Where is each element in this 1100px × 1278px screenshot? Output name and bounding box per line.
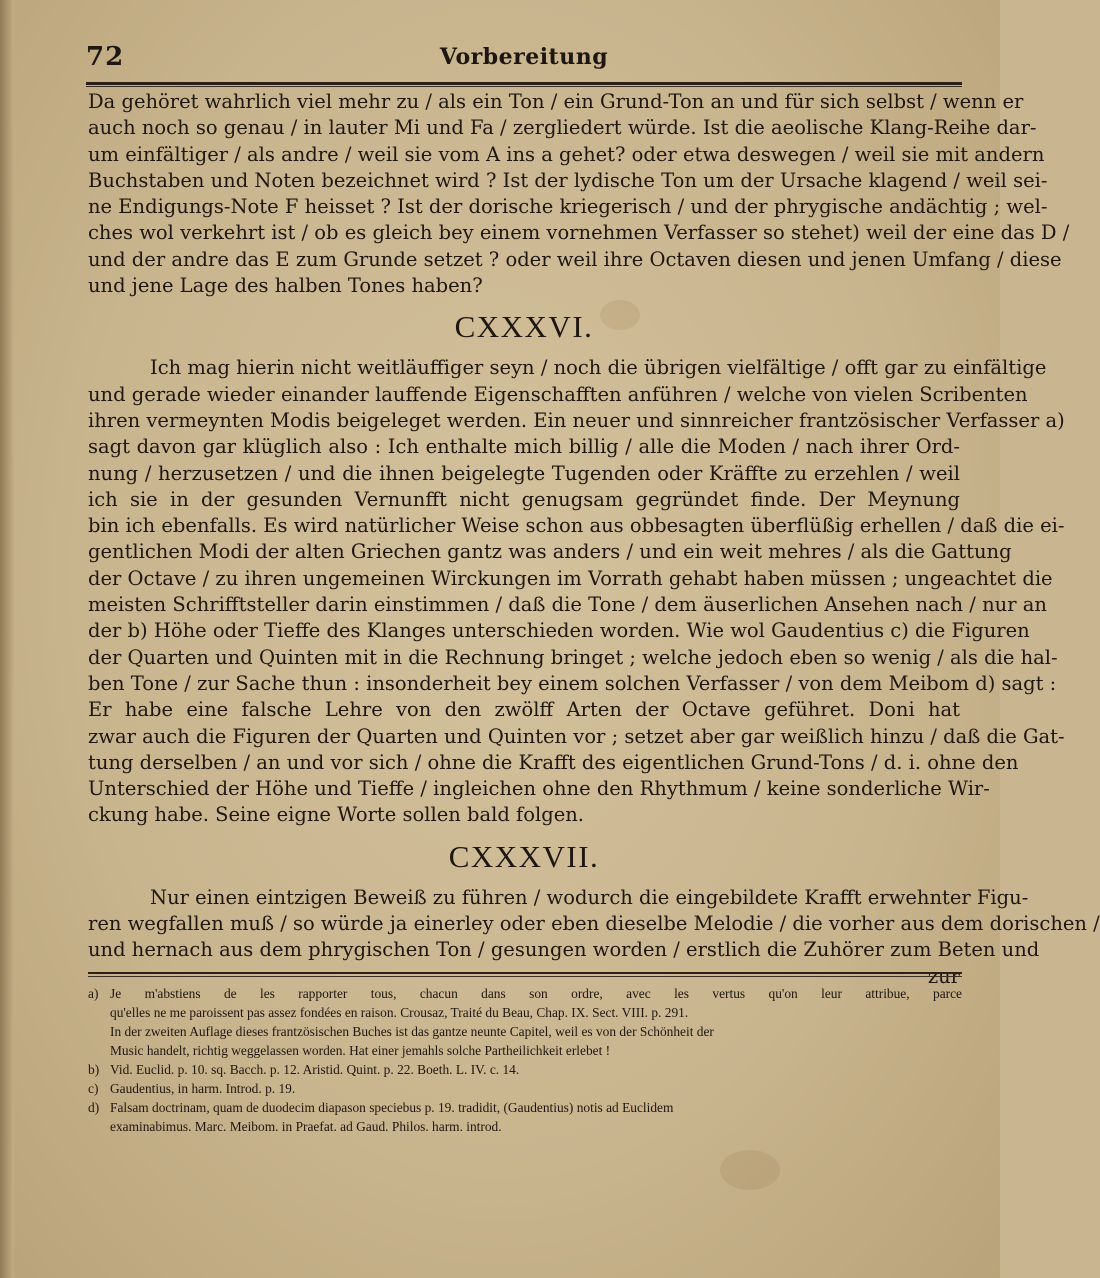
footnote-text: Je m'abstiens de les rapporter tous, chacun dans son ordre, avec les vertus qu'on leur attribue, parce xyxy=(110,986,962,1001)
footnote-text: Vid. Euclid. p. 10. sq. Bacch. p. 12. Aristid. Quint. p. 22. Boeth. L. IV. c. 14. xyxy=(110,1062,520,1077)
text-line: auch noch so genau / in lauter Mi und Fa / zergliedert würde. Ist die aeolische Klang-Reihe dar- xyxy=(88,116,1037,140)
footnote-d xyxy=(88,1098,962,1136)
footnote-line xyxy=(88,984,962,1003)
footnote-rule xyxy=(88,972,962,974)
footnote-line: In der zweiten Auflage dieses frantzösischen Buches ist das gantze neunte Capitel, weil es von der Schönheit der xyxy=(110,1024,714,1039)
footnote-line: qu'elles ne me paroissent pas assez fondées en raison. Crousaz, Traité du Beau, Chap. IX. Sect. VIII. p. 291. xyxy=(110,1005,689,1020)
text-line: ches wol verkehrt ist / ob es gleich bey einem vornehmen Verfasser so stehet) weil der eine das D / xyxy=(88,221,1070,245)
text-line: nung / herzusetzen / und die ihnen beigelegte Tugenden oder Kräffte zu erzehlen / weil xyxy=(88,461,960,485)
text-line: und gerade wieder einander lauffende Eigenschafften anführen / welche von vielen Scribenten xyxy=(88,382,1028,406)
text-line: ckung habe. Seine eigne Worte sollen bald folgen. xyxy=(88,803,585,827)
text-line: und der andre das E zum Grunde setzet ? oder weil ihre Octaven diesen und jenen Umfang / diese xyxy=(88,247,1062,271)
footnote-marker: b) xyxy=(88,1062,100,1077)
page-header xyxy=(86,42,962,74)
text-line: ihren vermeynten Modis beigeleget werden. Ein neuer und sinnreicher frantzösischer Verfasser a) xyxy=(88,408,1065,432)
text-line: der Octave / zu ihren ungemeinen Wirckungen im Vorrath gehabt haben müssen ; ungeachtet die xyxy=(88,566,1053,590)
text-line: der b) Höhe oder Tieffe des Klanges unterschieden worden. Wie wol Gaudentius c) die Figuren xyxy=(88,619,1030,643)
footnote-line xyxy=(88,1060,962,1079)
text-line: ren wegfallen muß / so würde ja einerley oder eben dieselbe Melodie / die vorher aus dem dorischen / xyxy=(88,912,1100,936)
text-line: gentlichen Modi der alten Griechen gantz was anders / und ein weit mehres / als die Gattung xyxy=(88,540,1012,564)
footnote-c xyxy=(88,1079,962,1098)
text-line: und hernach aus dem phrygischen Ton / gesungen worden / erstlich die Zuhörer zum Beten und xyxy=(88,938,1040,962)
text-line: Buchstaben und Noten bezeichnet wird ? Ist der lydische Ton um der Ursache klagend / weil sei- xyxy=(88,168,1048,192)
text-line: Ich mag hierin nicht weitläuffiger seyn / noch die übrigen vielfältige / offt gar zu einfältige xyxy=(150,356,1047,380)
footnote-line: Music handelt, richtig weggelassen worden. Hat einer jemahls solche Partheilichkeit erlebet ! xyxy=(110,1043,611,1058)
section-heading: CXXXVI. xyxy=(454,309,594,345)
header-rule xyxy=(86,82,962,85)
paragraph-3 xyxy=(88,885,1100,990)
footnote-marker: a) xyxy=(88,986,99,1001)
text-line: Er habe eine falsche Lehre von den zwölff Arten der Octave geführet. Doni hat xyxy=(88,698,960,722)
text-line: Nur einen eintzigen Beweiß zu führen / wodurch die eingebildete Krafft erwehnter Figu- xyxy=(150,885,1029,909)
text-line: ben Tone / zur Sache thun : insonderheit bey einem solchen Verfasser / von dem Meibom d) sagt : xyxy=(88,671,1057,695)
footnote-marker: d) xyxy=(88,1100,100,1115)
text-line: ne Endigungs-Note F heisset ? Ist der dorische kriegerisch / und der phrygische andächtig ; wel- xyxy=(88,195,1048,219)
text-line: ich sie in der gesunden Vernunfft nicht genugsam gegründet finde. Der Meynung xyxy=(88,487,960,511)
footnote-marker: c) xyxy=(88,1081,99,1096)
footnote-line xyxy=(88,1098,962,1117)
page-number: 72 xyxy=(86,42,125,72)
main-text xyxy=(88,89,1100,990)
footnote-text: Falsam doctrinam, quam de duodecim diapason speciebus p. 19. tradidit, (Gaudentius) notis ad Euclidem xyxy=(110,1100,674,1115)
footnote-text: Gaudentius, in harm. Introd. p. 19. xyxy=(110,1081,296,1096)
text-line: zwar auch die Figuren der Quarten und Quinten vor ; setzet aber gar weißlich hinzu / daß die Gat- xyxy=(88,724,1065,748)
footnote-a xyxy=(88,984,962,1060)
footnote-rule-thin xyxy=(88,976,962,977)
paragraph-1 xyxy=(88,89,1070,299)
section-heading: CXXXVII. xyxy=(448,838,600,874)
footnote-b xyxy=(88,1060,962,1079)
text-line: um einfältiger / als andre / weil sie vom A ins a gehet? oder etwa deswegen / weil sie mit andern xyxy=(88,142,1045,166)
text-line: Unterschied der Höhe und Tieffe / ingleichen ohne den Rhythmum / keine sonderliche Wir- xyxy=(88,777,990,801)
text-line: und jene Lage des halben Tones haben? xyxy=(88,274,483,298)
running-head: Vorbereitung xyxy=(439,44,609,70)
text-line: tung derselben / an und vor sich / ohne die Krafft des eigentlichen Grund-Tons / d. i. ohne den xyxy=(88,750,1019,774)
text-line: sagt davon gar klüglich also : Ich enthalte mich billig / alle die Moden / nach ihrer Ord- xyxy=(88,435,960,459)
footnotes xyxy=(88,984,962,1136)
footnote-line xyxy=(88,1079,962,1098)
header-rule-thin xyxy=(86,86,962,87)
text-line: Da gehöret wahrlich viel mehr zu / als ein Ton / ein Grund-Ton an und für sich selbst / wenn er xyxy=(88,90,1024,113)
paragraph-2 xyxy=(88,355,1065,828)
paper-stain xyxy=(720,1150,780,1190)
text-line: bin ich ebenfalls. Es wird natürlicher Weise schon aus obbesagten überflüßig erhellen / daß die ei- xyxy=(88,514,1065,538)
page-gutter-shadow xyxy=(0,0,14,1278)
text-line: der Quarten und Quinten mit in die Rechnung bringet ; welche jedoch eben so wenig / als die hal- xyxy=(88,645,1058,669)
text-line: meisten Schrifftsteller darin einstimmen / daß die Tone / dem äuserlichen Ansehen nach / nur an xyxy=(88,593,1047,617)
footnote-line: examinabimus. Marc. Meibom. in Praefat. ad Gaud. Philos. harm. introd. xyxy=(110,1119,502,1134)
